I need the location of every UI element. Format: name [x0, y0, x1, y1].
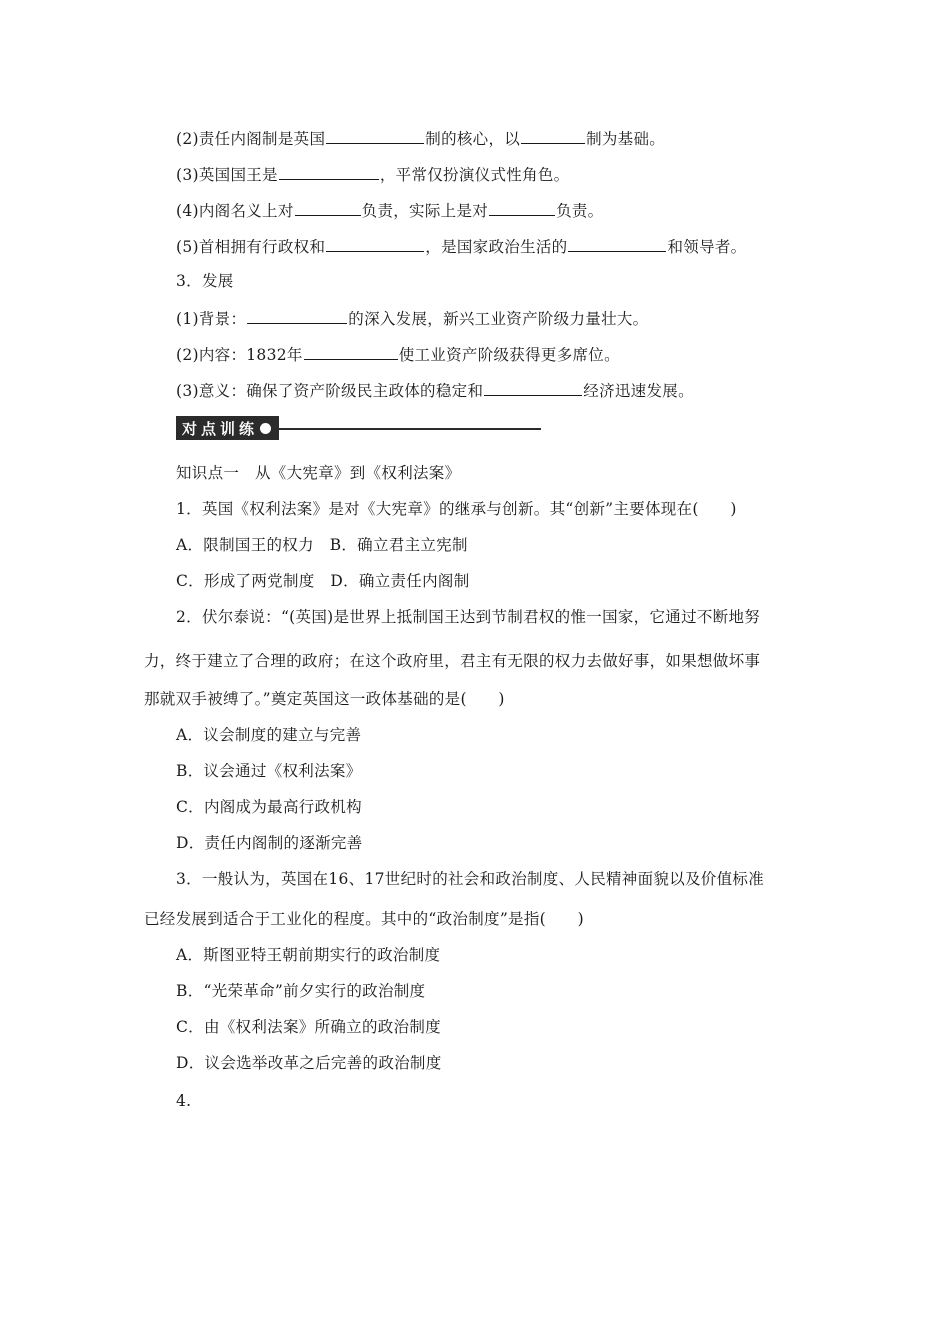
question-2-stem-line: 那就双手被缚了。”奠定英国这一政体基础的是( )	[144, 690, 505, 708]
text-segment: (3)英国国王是	[176, 166, 278, 184]
fill-item-5	[176, 235, 746, 257]
question-3-stem-line: 已经发展到适合于工业化的程度。其中的“政治制度”是指( )	[144, 910, 584, 928]
answer-blank[interactable]	[304, 343, 398, 360]
fill-item-3	[176, 163, 569, 185]
text-segment: 负责，实际上是对	[361, 202, 489, 220]
answer-blank[interactable]	[295, 199, 361, 216]
question-2-stem-line: 2．伏尔泰说：“(英国)是世界上抵制国王达到节制君权的惟一国家，它通过不断地努	[176, 608, 761, 626]
section-banner	[176, 416, 541, 440]
answer-blank[interactable]	[489, 199, 555, 216]
text-segment: ，平常仅扮演仪式性角色。	[379, 166, 570, 184]
fill-item-2	[176, 127, 665, 149]
text-segment: (1)背景：	[176, 310, 247, 328]
question-3-option-c[interactable]: C．由《权利法案》所确立的政治制度	[176, 1018, 441, 1036]
answer-blank[interactable]	[484, 379, 582, 396]
question-2-option-a[interactable]: A．议会制度的建立与完善	[176, 726, 362, 744]
banner-rule	[279, 428, 541, 430]
question-2-option-c[interactable]: C．内阁成为最高行政机构	[176, 798, 362, 816]
question-2-option-b[interactable]: B．议会通过《权利法案》	[176, 762, 362, 780]
question-1-option-row[interactable]: C．形成了两党制度 D．确立责任内阁制	[176, 572, 470, 590]
text-segment: (2)内容：1832年	[176, 346, 303, 364]
text-segment: (2)责任内阁制是英国	[176, 130, 326, 148]
text-segment: (4)内阁名义上对	[176, 202, 294, 220]
answer-blank[interactable]	[568, 235, 666, 252]
answer-blank[interactable]	[279, 163, 379, 180]
development-item-2	[176, 343, 620, 365]
question-2-stem-line: 力，终于建立了合理的政府；在这个政府里，君主有无限的权力去做好事，如果想做坏事	[144, 652, 761, 670]
question-2-option-d[interactable]: D．责任内阁制的逐渐完善	[176, 834, 363, 852]
section-banner-label: 对点训练	[182, 419, 259, 438]
text-segment: 的深入发展，新兴工业资产阶级力量壮大。	[348, 310, 649, 328]
text-segment: 负责。	[556, 202, 604, 220]
question-3-stem-line: 3．一般认为，英国在16、17世纪时的社会和政治制度、人民精神面貌以及价值标准	[176, 870, 765, 888]
knowledge-point-heading: 知识点一 从《大宪章》到《权利法案》	[176, 464, 461, 482]
answer-blank[interactable]	[326, 235, 424, 252]
question-3-option-a[interactable]: A．斯图亚特王朝前期实行的政治制度	[176, 946, 441, 964]
text-segment: 制为基础。	[586, 130, 666, 148]
question-4-stem: 4.	[176, 1092, 192, 1110]
answer-blank[interactable]	[247, 307, 347, 324]
text-segment: 制的核心，以	[425, 130, 521, 148]
bullet-dot-icon	[260, 423, 271, 434]
text-segment: (3)意义：确保了资产阶级民主政体的稳定和	[176, 382, 484, 400]
development-heading: 3．发展	[176, 272, 234, 290]
text-segment: 经济迅速发展。	[583, 382, 694, 400]
question-1-option-row[interactable]: A．限制国王的权力 B．确立君主立宪制	[176, 536, 468, 554]
text-segment: 和领导者。	[667, 238, 747, 256]
development-item-3	[176, 379, 694, 401]
answer-blank[interactable]	[521, 127, 585, 144]
text-segment: (5)首相拥有行政权和	[176, 238, 326, 256]
question-1-stem: 1．英国《权利法案》是对《大宪章》的继承与创新。其“创新”主要体现在( )	[176, 500, 737, 518]
text-segment: 使工业资产阶级获得更多席位。	[398, 346, 620, 364]
section-banner-box	[176, 416, 279, 440]
question-3-option-d[interactable]: D．议会选举改革之后完善的政治制度	[176, 1054, 442, 1072]
answer-blank[interactable]	[326, 127, 424, 144]
text-segment: ，是国家政治生活的	[425, 238, 568, 256]
fill-item-4	[176, 199, 603, 221]
development-item-1	[176, 307, 648, 329]
question-3-option-b[interactable]: B．“光荣革命”前夕实行的政治制度	[176, 982, 426, 1000]
